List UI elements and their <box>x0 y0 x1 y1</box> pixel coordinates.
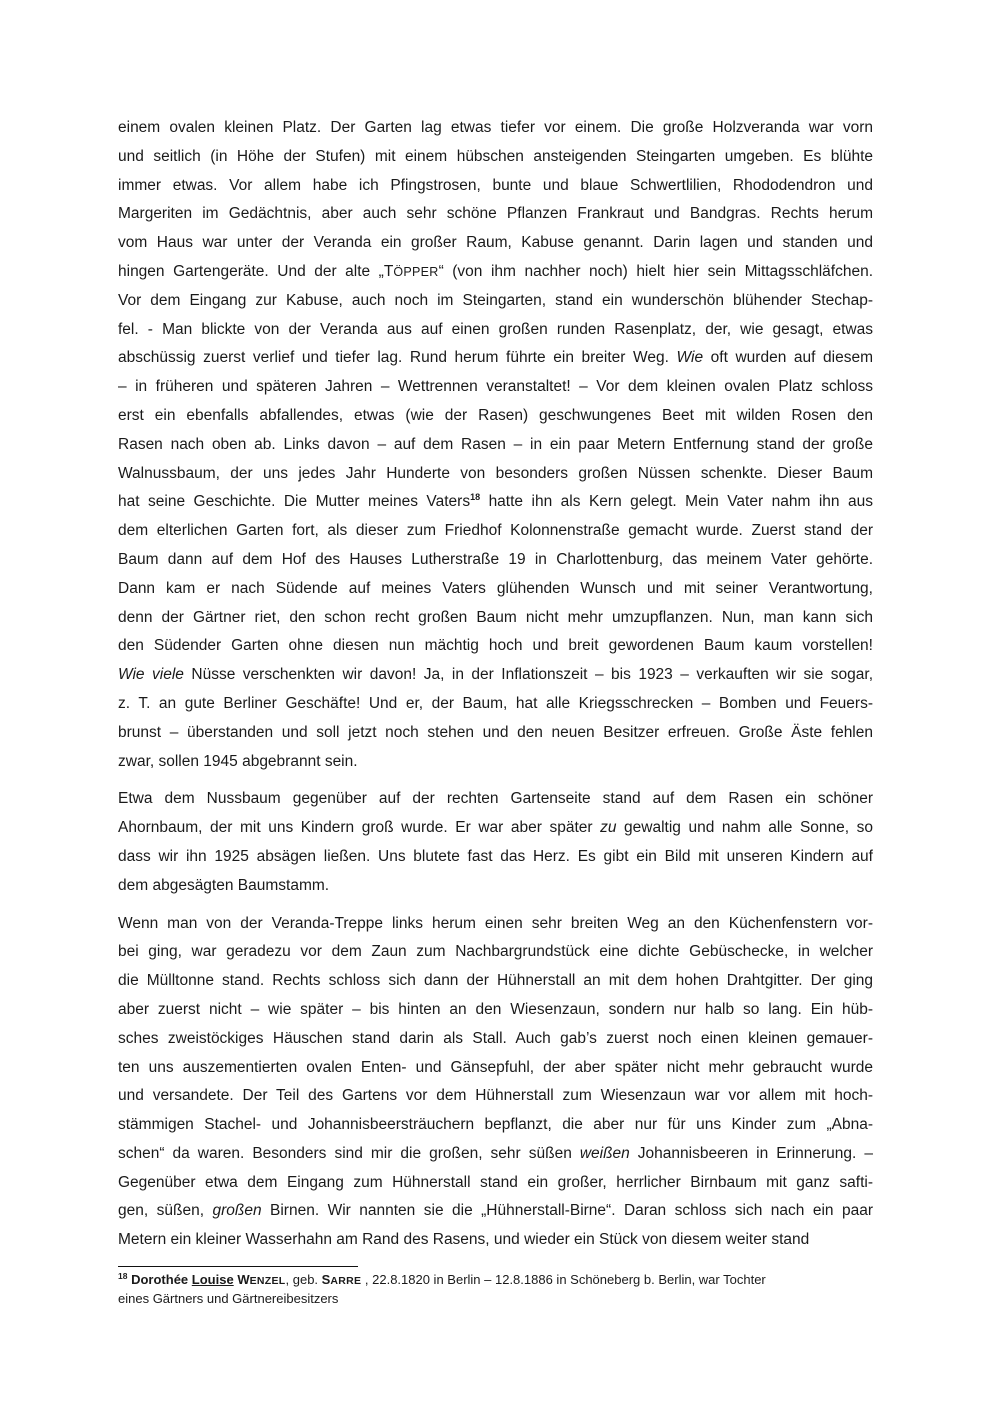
footnote-text-line2: eines Gärtners und Gärtnereibesitzers <box>118 1291 339 1306</box>
footnote-surname-rest: ENZEL <box>249 1275 286 1287</box>
text-line <box>118 258 873 287</box>
text-line: – in früheren und späteren Jahren – Wettrennen veranstaltet! – Vor dem kleinen ovalen Platz schloss <box>118 378 873 396</box>
text-line: Vor dem Eingang zur Kabuse, auch noch im Steingarten, stand ein wunderschön blühender Stechap- <box>118 291 873 309</box>
text-line <box>118 344 873 373</box>
text-line <box>118 661 873 690</box>
text-line: Rasen nach oben ab. Links davon – auf dem Rasen – in ein paar Metern Entfernung stand der große <box>118 435 873 453</box>
text-line: brunst – überstanden und soll jetzt noch stehen und den neuen Besitzer erfreuen. Große Äste fehlen <box>118 723 873 741</box>
text-line: den Südender Garten ohne diesen nun mächtig hoch und breit gewordenen Baum kaum vorstellen! <box>118 637 873 655</box>
text-segment: abschüssig zuerst verlief und tiefer lag. Rund herum führte ein breiter Weg. <box>118 349 677 367</box>
text-segment: T <box>383 262 394 280</box>
text-line: dass wir ihn 1925 absägen ließen. Uns blutete fast das Herz. Es gibt ein Bild mit unseren Kindern auf <box>118 847 873 865</box>
footnote-surname-initial: W <box>237 1272 250 1287</box>
text-line: die Mülltonne stand. Rechts schloss sich dann der Hühnerstall an mit dem hohen Drahtgitter. Der ging <box>118 972 873 990</box>
text-segment: hingen Gartengeräte. Und der alte „ <box>118 262 384 280</box>
footnote-sep: , geb. <box>285 1272 322 1287</box>
text-line: vom Haus war unter der Veranda ein großer Raum, Kabuse genannt. Darin lagen und standen und <box>118 234 873 252</box>
text-line: z. T. an gute Berliner Geschäfte! Und er, der Baum, hat alle Kriegsschrecken – Bomben und Feuers- <box>118 694 873 712</box>
footnote-text-line1: , 22.8.1820 in Berlin – 12.8.1886 in Schöneberg b. Berlin, war Tochter <box>361 1272 766 1287</box>
text-line: aber zuerst nicht – wie später – bis hinten an den Wiesenzaun, sondern nur halb so lang. Ein hüb- <box>118 1000 873 1018</box>
footnote-separator <box>118 1266 358 1267</box>
emphasis-text: großen <box>212 1202 262 1220</box>
text-segment: hatte ihn als Kern gelegt. Mein Vater nahm ihn aus <box>480 493 873 511</box>
text-line: stämmigen Stachel- und Johannisbeersträuchern bepflanzt, die aber nur für uns Kinder zum „Abna- <box>118 1116 873 1134</box>
text-segment: schen“ da waren. Besonders sind mir die großen, sehr süßen <box>118 1144 580 1162</box>
text-segment: Johannisbeeren in Erinnerung. – <box>629 1144 873 1162</box>
text-line: Wenn man von der Veranda-Treppe links herum einen sehr breiten Weg an den Küchenfenstern vor- <box>118 914 873 932</box>
footnote-reference: 18 <box>470 492 481 503</box>
text-segment: Ahornbaum, der mit uns Kindern groß wurde. Er war aber später <box>118 819 601 837</box>
text-line: ten uns auszementierten ovalen Enten- und Gänsepfuhl, der aber später nicht mehr gebraucht wurde <box>118 1058 873 1076</box>
text-line <box>118 1140 873 1169</box>
text-segment: oft wurden auf diesem <box>703 349 874 367</box>
emphasis-text: weißen <box>579 1144 630 1162</box>
small-caps-text: ÖPPER <box>393 264 439 279</box>
text-line: Dann kam er nach Südende auf meines Vaters glühenden Wunsch und mit seiner Verantwortung, <box>118 579 873 597</box>
text-line: erst ein ebenfalls abfallendes, etwas (wie der Rasen) geschwungenes Beet mit wilden Rosen den <box>118 406 873 424</box>
text-line: und versandete. Der Teil des Gartens vor dem Hühnerstall zum Wiesenzaun war vor allem mit hoch- <box>118 1087 873 1105</box>
text-line <box>118 814 873 843</box>
paragraph-garden-walnut <box>118 114 873 776</box>
text-segment: hat seine Geschichte. Die Mutter meines Vaters <box>118 493 471 511</box>
text-line: immer etwas. Vor allem habe ich Pfingstrosen, bunte und blaue Schwertlilien, Rhododendron und <box>118 176 873 194</box>
text-line: einem ovalen kleinen Platz. Der Garten lag etwas tiefer vor einem. Die große Holzveranda war vorn <box>118 119 873 136</box>
text-line: bei ging, war geradezu vor dem Zaun zum Nachbargrundstück eine dichte Gebüschecke, in welcher <box>118 943 873 961</box>
paragraph-maple <box>118 785 873 900</box>
text-line: Margeriten im Gedächtnis, aber auch sehr schöne Pflanzen Frankraut und Bandgras. Rechts herum <box>118 205 873 223</box>
text-line: Gegenüber etwa dem Eingang zum Hühnerstall stand ein großer, herrlicher Birnbaum mit ganz safti- <box>118 1173 873 1191</box>
text-line <box>118 1197 873 1226</box>
text-line: sches zweistöckiges Häuschen stand darin als Stall. Auch gab’s zuerst noch einen kleinen gemauer- <box>118 1029 873 1047</box>
text-segment: gewaltig und nahm alle Sonne, so <box>616 819 873 837</box>
text-line: denn der Gärtner riet, den schon recht großen Baum nicht mehr umzupflanzen. Nun, man kann sich <box>118 608 873 626</box>
footnote-18 <box>118 1271 878 1308</box>
text-line: Baum dann auf dem Hof des Hauses Lutherstraße 19 in Charlottenburg, das meinem Vater gehörte. <box>118 550 873 568</box>
text-line: und seitlich (in Höhe der Stufen) mit einem hübschen ansteigenden Steingarten umgeben. Es blühte <box>118 147 873 165</box>
text-segment: “ (von ihm nachher noch) hielt hier sein Mittagsschläfchen. <box>438 262 873 280</box>
footnote-mark: 18 <box>118 1271 128 1281</box>
text-line: dem elterlichen Garten fort, als dieser zum Friedhof Kolonnenstraße gemacht wurde. Zuerst stand der <box>118 522 873 540</box>
text-line: Metern ein kleiner Wasserhahn am Rand des Rasens, und wieder ein Stück von diesem weiter stand <box>118 1231 810 1249</box>
footnote-middle-name: Louise <box>191 1272 234 1287</box>
body-text <box>118 114 873 1264</box>
footnote-birthname-initial: S <box>321 1272 331 1287</box>
text-segment: Nüsse verschenkten wir davon! Ja, in der Inflationszeit – bis 1923 – verkauften wir sie sogar, <box>183 666 873 684</box>
text-segment: Birnen. Wir nannten sie die „Hühnerstall-Birne“. Daran schloss sich nach ein paar <box>261 1202 873 1220</box>
footnote-first-name: Dorothée <box>131 1272 189 1287</box>
text-line: fel. - Man blickte von der Veranda aus auf einen großen runden Rasenplatz, der, wie gesagt, etwas <box>118 320 873 338</box>
footnote-birthname-rest: ARRE <box>330 1275 362 1287</box>
text-line <box>118 488 873 517</box>
emphasis-text: zu <box>600 819 617 837</box>
emphasis-text: Wie <box>676 349 704 367</box>
emphasis-text: Wie viele <box>118 666 184 684</box>
text-line: dem abgesägten Baumstamm. <box>118 876 330 894</box>
text-line: Etwa dem Nussbaum gegenüber auf der rechten Gartenseite stand auf dem Rasen ein schöner <box>118 790 873 808</box>
text-line: Walnussbaum, der uns jedes Jahr Hunderte von besonders großen Nüssen schenkte. Dieser Baum <box>118 464 873 482</box>
text-line: zwar, sollen 1945 abgebrannt sein. <box>118 752 358 770</box>
paragraph-henhouse <box>118 910 873 1256</box>
text-segment: gen, süßen, <box>118 1202 213 1220</box>
